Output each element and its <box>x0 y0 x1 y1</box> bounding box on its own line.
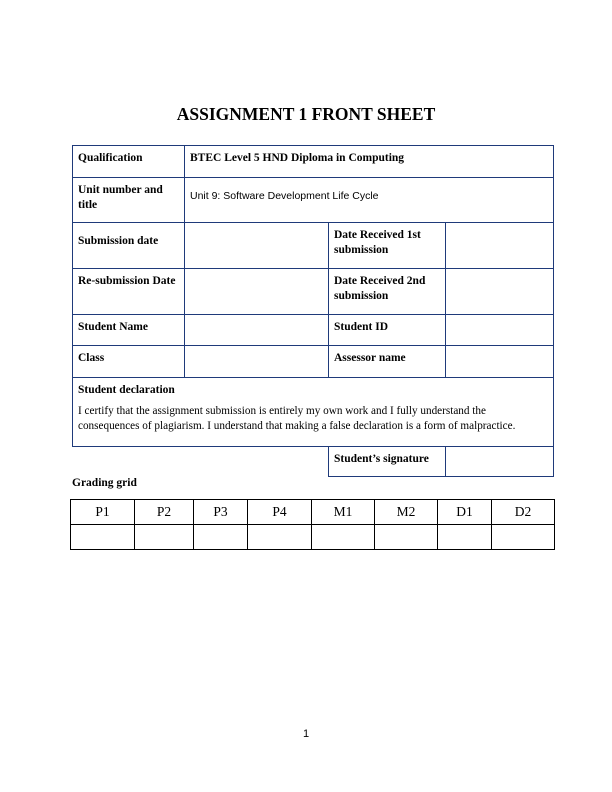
student-name-field[interactable] <box>185 315 329 346</box>
date-received-1-field[interactable] <box>446 223 554 269</box>
grade-cell[interactable] <box>312 525 375 550</box>
grade-cell[interactable] <box>71 525 135 550</box>
student-row <box>73 315 554 346</box>
grade-cell[interactable] <box>135 525 194 550</box>
student-id-field[interactable] <box>446 315 554 346</box>
grade-header: P1 <box>71 500 135 525</box>
grade-header: M1 <box>312 500 375 525</box>
unit-label: Unit number and title <box>73 178 185 223</box>
unit-value: Unit 9: Software Development Life Cycle <box>185 178 554 223</box>
class-row <box>73 346 554 378</box>
submission-date-label: Submission date <box>73 223 185 269</box>
submission-date-field[interactable] <box>185 223 329 269</box>
qualification-row <box>73 146 554 178</box>
date-received-1-label: Date Received 1st submission <box>329 223 446 269</box>
unit-row <box>73 178 554 223</box>
front-sheet-table <box>72 145 554 477</box>
date-received-2-field[interactable] <box>446 269 554 315</box>
resubmission-date-field[interactable] <box>185 269 329 315</box>
grade-header: P3 <box>194 500 248 525</box>
grading-header-row <box>71 500 555 525</box>
submission-row <box>73 223 554 269</box>
student-name-label: Student Name <box>73 315 185 346</box>
grade-header: P4 <box>248 500 312 525</box>
grade-cell[interactable] <box>248 525 312 550</box>
grade-cell[interactable] <box>438 525 492 550</box>
grading-value-row <box>71 525 555 550</box>
grading-grid-label: Grading grid <box>72 477 137 489</box>
grade-cell[interactable] <box>375 525 438 550</box>
student-id-label: Student ID <box>329 315 446 346</box>
grade-header: D2 <box>492 500 555 525</box>
declaration-text: I certify that the assignment submission is entirely my own work and I fully understand the consequences of plagiarism. I understand that making a false declaration is a form of malpractice. <box>78 405 516 432</box>
assessor-name-label: Assessor name <box>329 346 446 378</box>
page-number: 1 <box>302 728 310 740</box>
grade-header: D1 <box>438 500 492 525</box>
signature-row <box>73 447 554 477</box>
resubmission-date-label: Re-submission Date <box>73 269 185 315</box>
grade-header: P2 <box>135 500 194 525</box>
class-label: Class <box>73 346 185 378</box>
assessor-name-field[interactable] <box>446 346 554 378</box>
grading-grid <box>70 499 555 550</box>
declaration-row <box>73 378 554 447</box>
signature-spacer <box>73 447 329 477</box>
grade-cell[interactable] <box>492 525 555 550</box>
grade-cell[interactable] <box>194 525 248 550</box>
declaration-cell <box>73 378 554 447</box>
grade-header: M2 <box>375 500 438 525</box>
resubmission-row <box>73 269 554 315</box>
class-field[interactable] <box>185 346 329 378</box>
signature-field[interactable] <box>446 447 554 477</box>
qualification-label: Qualification <box>73 146 185 178</box>
page-title: ASSIGNMENT 1 FRONT SHEET <box>176 104 436 124</box>
date-received-2-label: Date Received 2nd submission <box>329 269 446 315</box>
declaration-heading: Student declaration <box>78 384 175 396</box>
signature-label: Student’s signature <box>329 447 446 477</box>
qualification-value: BTEC Level 5 HND Diploma in Computing <box>185 146 554 178</box>
